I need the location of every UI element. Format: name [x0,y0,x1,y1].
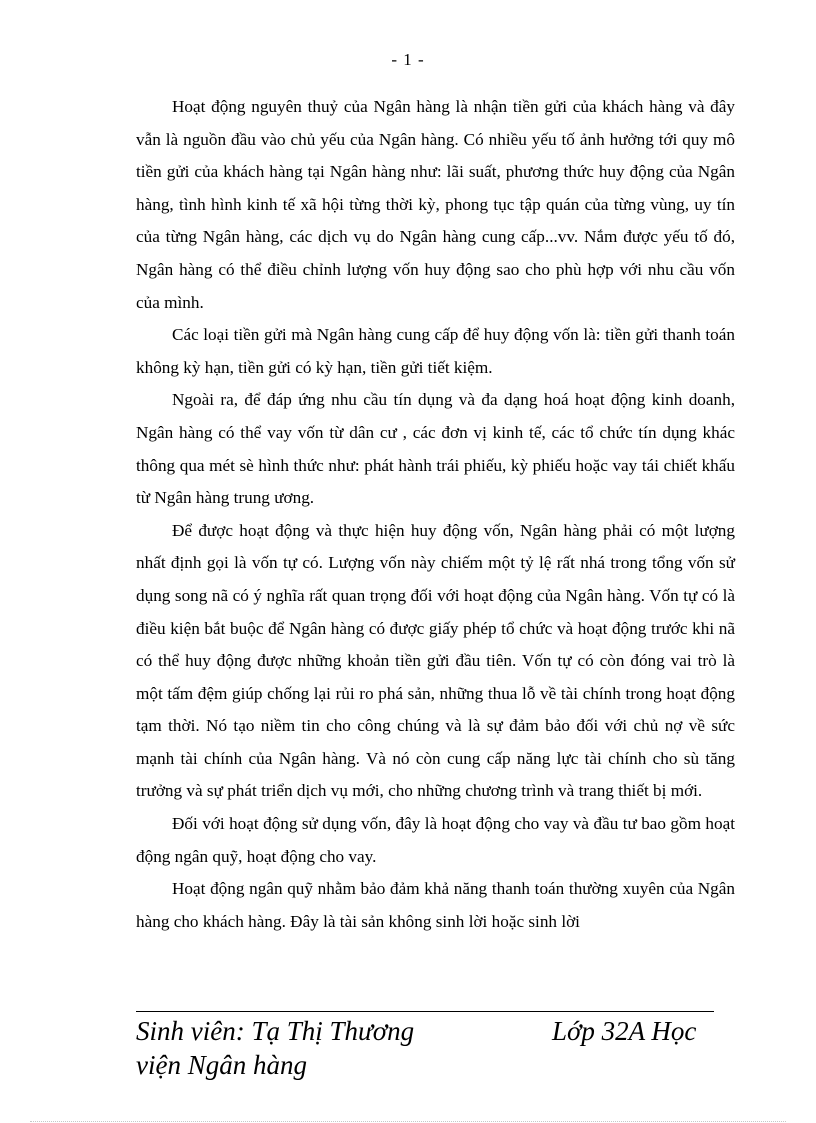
paragraph-borrowing: Ngoài ra, để đáp ứng nhu cầu tín dụng và đa dạng hoá hoạt động kinh doanh, Ngân hàng có thể vay vốn từ dân cư , các đơn vị kinh tế, các tổ chức tín dụng khác thông qua mét sè hình thức như: phát hành trái phiếu, kỳ phiếu hoặc vay tái chiết khấu từ Ngân hàng trung ương. [136,390,735,508]
paragraph-equity-capital: Để được hoạt động và thực hiện huy động vốn, Ngân hàng phải có một lượng nhất định gọi là vốn tự có. Lượng vốn này chiếm một tỷ lệ rất nhá trong tổng vốn sử dụng song nã có ý nghĩa rất quan trọng đối với hoạt động của Ngân hàng. Vốn tự có là điều kiện bắt buộc để Ngân hàng có được giấy phép tổ chức và hoạt động trước khi nã có thể huy động được những khoản tiền gửi đầu tiên. Vốn tự có còn đóng vai trò là một tấm đệm giúp chống lại rủi ro phá sản, những thua lỗ về tài chính trong hoạt động tạm thời. Nó tạo niềm tin cho công chúng và là sự đảm bảo đối với chủ nợ về sức mạnh tài chính của Ngân hàng. Và nó còn cung cấp năng lực tài chính cho sù tăng trưởng và sự phát triển dịch vụ mới, cho những chương trình và trang thiết bị mới. [136,520,735,801]
page-number: - 1 - [391,50,425,69]
paragraph-treasury: Hoạt động ngân quỹ nhằm bảo đảm khả năng thanh toán thường xuyên của Ngân hàng cho khách hàng. Đây là tài sản không sinh lời hoặc sinh lời [136,879,735,931]
paragraph-deposit-types: Các loại tiền gửi mà Ngân hàng cung cấp để huy động vốn là: tiền gửi thanh toán không kỳ hạn, tiền gửi có kỳ hạn, tiền gửi tiết kiệm. [136,325,735,377]
document-body [136,91,735,938]
page-footer [136,1014,726,1082]
footer-institution: viện Ngân hàng [136,1050,307,1080]
footer-divider [136,1011,714,1012]
paragraph-deposits: Hoạt động nguyên thuỷ của Ngân hàng là nhận tiền gửi của khách hàng và đây vẫn là nguồn đầu vào chủ yếu của Ngân hàng. Có nhiều yếu tố ảnh hưởng tới quy mô tiền gửi của khách hàng tại Ngân hàng như: lãi suất, phương thức huy động của Ngân hàng, tình hình kinh tế xã hội từng thời kỳ, phong tục tập quán của từng vùng, uy tín của từng Ngân hàng, các dịch vụ do Ngân hàng cung cấp...vv. Nắm được yếu tố đó, Ngân hàng có thể điều chỉnh lượng vốn huy động sao cho phù hợp với nhu cầu vốn của mình. [136,97,735,312]
footer-class: Lớp 32A Học [552,1016,697,1046]
paragraph-capital-use: Đối với hoạt động sử dụng vốn, đây là hoạt động cho vay và đầu tư bao gồm hoạt động ngân quỹ, hoạt động cho vay. [136,814,735,866]
footer-student-name: Sinh viên: Tạ Thị Thương [136,1016,415,1046]
page-bottom-border [30,1121,786,1122]
